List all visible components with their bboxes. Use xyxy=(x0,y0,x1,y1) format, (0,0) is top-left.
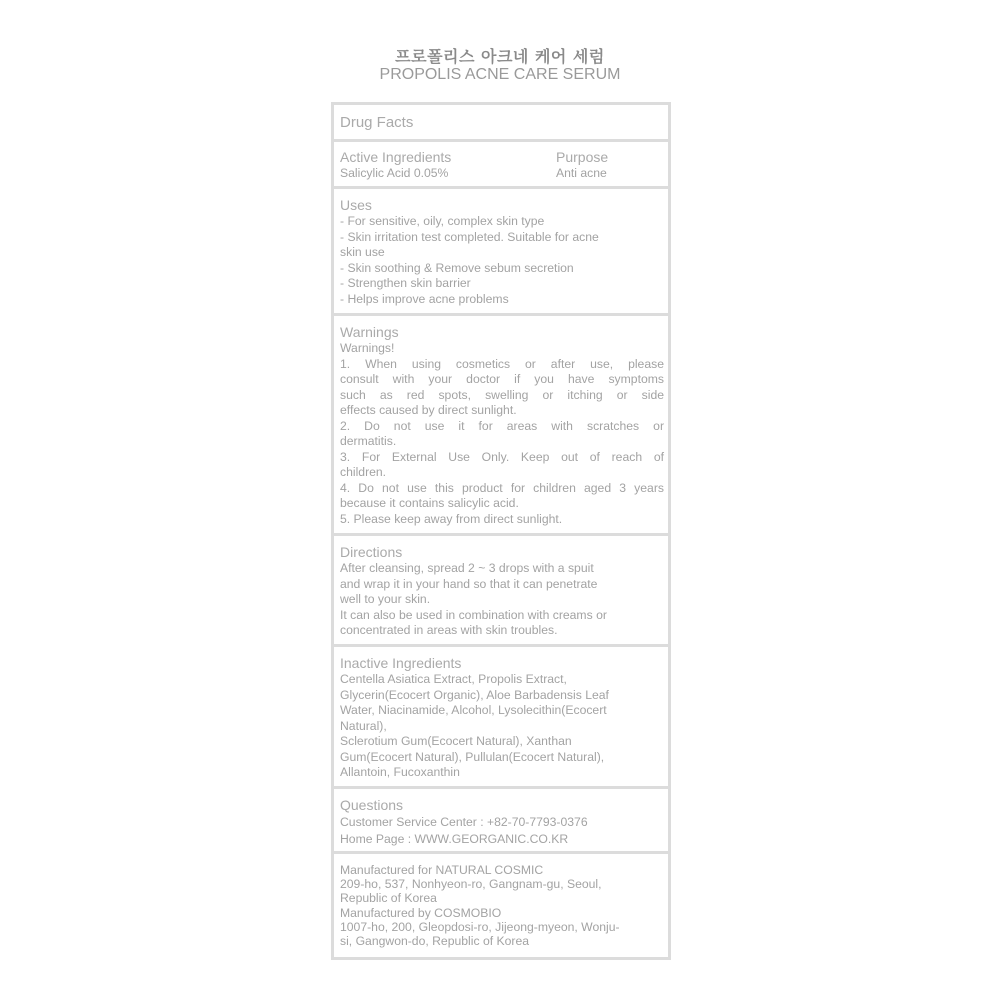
questions-list xyxy=(340,814,664,848)
inactive-line: Natural), xyxy=(340,718,387,733)
directions-line: and wrap it in your hand so that it can penetrate xyxy=(340,576,598,591)
warnings-line: 5. Please keep away from direct sunlight. xyxy=(340,511,563,526)
inactive-line: Gum(Ecocert Natural), Pullulan(Ecocert Natural), xyxy=(340,749,605,764)
product-title-korean: 프로폴리스 아크네 케어 세럼 xyxy=(395,47,605,66)
warnings-list xyxy=(340,341,664,527)
warnings-heading: Warnings xyxy=(340,324,399,340)
manufacturer-list xyxy=(340,863,664,948)
inactive-ingredients-heading: Inactive Ingredients xyxy=(340,655,462,671)
uses-section xyxy=(334,189,668,316)
drug-facts-panel xyxy=(331,102,671,960)
warnings-line: such as red spots, swelling or itching or side xyxy=(340,387,664,402)
warnings-section xyxy=(334,316,668,536)
drug-facts-header-section xyxy=(334,105,668,142)
warnings-line: 3. For External Use Only. Keep out of reach of xyxy=(340,449,664,464)
inactive-line: Water, Niacinamide, Alcohol, Lysolecithin(Ecocert xyxy=(340,703,607,717)
directions-line: After cleansing, spread 2 ~ 3 drops with a spuit xyxy=(340,561,594,575)
active-ingredient-value: Salicylic Acid 0.05% xyxy=(340,166,449,180)
uses-line: - Skin soothing & Remove sebum secretion xyxy=(340,260,574,275)
inactive-ingredients-list xyxy=(340,672,664,781)
warnings-line: because it contains salicylic acid. xyxy=(340,496,519,510)
manufacturer-line: Manufactured by COSMOBIO xyxy=(340,905,502,920)
manufacturer-section xyxy=(334,854,668,957)
warnings-line: dermatitis. xyxy=(340,434,397,448)
purpose-heading: Purpose xyxy=(556,149,609,165)
warnings-line: Warnings! xyxy=(340,341,395,355)
questions-section xyxy=(334,789,668,854)
warnings-line: 4. Do not use this product for children aged 3 years xyxy=(340,480,664,495)
warnings-line: 2. Do not use it for areas with scratches or xyxy=(340,418,664,433)
customer-service-line: Customer Service Center : +82-70-7793-0376 xyxy=(340,815,588,829)
purpose-value: Anti acne xyxy=(556,166,607,180)
directions-line: well to your skin. xyxy=(340,592,431,606)
questions-heading: Questions xyxy=(340,797,404,813)
warnings-line: consult with your doctor if you have symptoms xyxy=(340,372,664,386)
active-ingredients-heading: Active Ingredients xyxy=(340,149,452,165)
warnings-line: children. xyxy=(340,465,387,479)
manufacturer-line: si, Gangwon-do, Republic of Korea xyxy=(340,934,530,949)
directions-section xyxy=(334,536,668,647)
uses-line: - Strengthen skin barrier xyxy=(340,276,471,290)
home-page-line: Home Page : WWW.GEORGANIC.CO.KR xyxy=(340,832,569,846)
warnings-line: effects caused by direct sunlight. xyxy=(340,403,517,417)
uses-list xyxy=(340,214,664,307)
directions-list xyxy=(340,561,664,639)
uses-line: skin use xyxy=(340,245,385,259)
directions-line: concentrated in areas with skin troubles. xyxy=(340,623,558,637)
manufacturer-line: 209-ho, 537, Nonhyeon-ro, Gangnam-gu, Seoul, xyxy=(340,877,602,892)
inactive-line: Centella Asiatica Extract, Propolis Extract, xyxy=(340,672,567,686)
uses-line: - Helps improve acne problems xyxy=(340,291,509,306)
manufacturer-line: Republic of Korea xyxy=(340,891,437,906)
inactive-ingredients-section xyxy=(334,647,668,789)
inactive-line: Sclerotium Gum(Ecocert Natural), Xanthan xyxy=(340,734,572,748)
inactive-line: Allantoin, Fucoxanthin xyxy=(340,765,460,779)
uses-line: - Skin irritation test completed. Suitable for acne xyxy=(340,229,599,244)
active-ingredients-section xyxy=(334,142,668,189)
uses-heading: Uses xyxy=(340,197,372,213)
manufacturer-line: Manufactured for NATURAL COSMIC xyxy=(340,863,544,877)
manufacturer-line: 1007-ho, 200, Gleopdosi-ro, Jijeong-myeon, Wonju- xyxy=(340,919,620,934)
product-title-english: PROPOLIS ACNE CARE SERUM xyxy=(379,66,621,83)
drug-facts-heading: Drug Facts xyxy=(340,114,414,131)
directions-line: It can also be used in combination with creams or xyxy=(340,607,607,622)
directions-heading: Directions xyxy=(340,544,403,560)
uses-line: - For sensitive, oily, complex skin type xyxy=(340,214,545,228)
inactive-line: Glycerin(Ecocert Organic), Aloe Barbadensis Leaf xyxy=(340,687,609,702)
warnings-line: 1. When using cosmetics or after use, please xyxy=(340,356,664,371)
